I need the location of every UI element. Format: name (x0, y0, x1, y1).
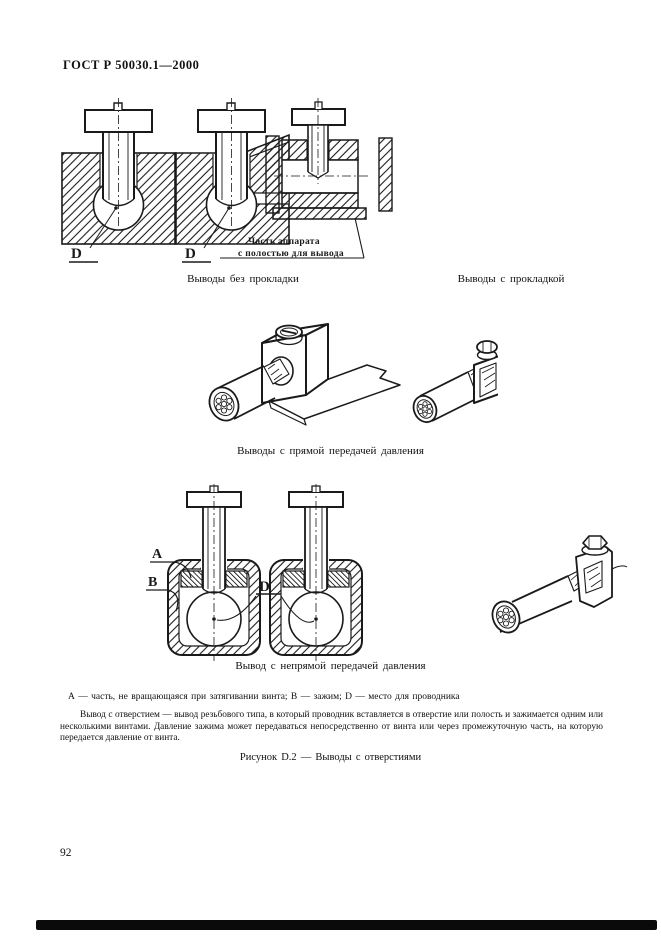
cavity-note-line2: с полостью для вывода (238, 249, 344, 259)
clamp-3d-with-cable (488, 536, 627, 637)
definition-paragraph: Вывод с отверстием — вывод резьбового типа, в который проводник вставляется в отверстие или полость и зажимается одним или несколькими винтами. Давление зажима может передаваться непосредственно от винта или через промежуточную часть, на которую передается давление от винта. (60, 710, 603, 744)
indirect-section-left (168, 484, 260, 661)
page-number: 92 (60, 847, 72, 859)
label-d-left: D (71, 246, 82, 262)
page-header: ГОСТ Р 50030.1—2000 (63, 58, 200, 72)
cavity-note-line1: Часть аппарата (248, 237, 320, 247)
indirect-section-right (270, 484, 362, 661)
middle-figure-direct-pressure (172, 309, 498, 443)
figure-legend: А — часть, не вращающаяся при затягивании винта; В — зажим; D — место для проводника (68, 692, 460, 702)
clamp-terminal-with-cable (409, 341, 498, 426)
label-d: D (259, 579, 270, 595)
figure-caption: Рисунок D.2 — Выводы с отверстиями (239, 752, 422, 763)
label-b: B (148, 575, 158, 590)
caption-no-gasket: Выводы без прокладки (187, 273, 299, 285)
top-figure-terminal-sections (58, 96, 404, 266)
label-a: A (152, 547, 163, 562)
caption-indirect-pressure: Вывод с непрямой передачей давления (235, 660, 426, 672)
scan-edge-artifact-bar (36, 920, 657, 930)
section-no-gasket-1 (62, 98, 176, 262)
bottom-figure-indirect-pressure (138, 481, 628, 665)
label-d-middle: D (185, 246, 196, 262)
caption-direct-pressure: Выводы с прямой передачей давления (237, 445, 424, 457)
terminal-block-with-cable (204, 324, 400, 425)
caption-with-gasket: Выводы с прокладкой (457, 273, 565, 285)
